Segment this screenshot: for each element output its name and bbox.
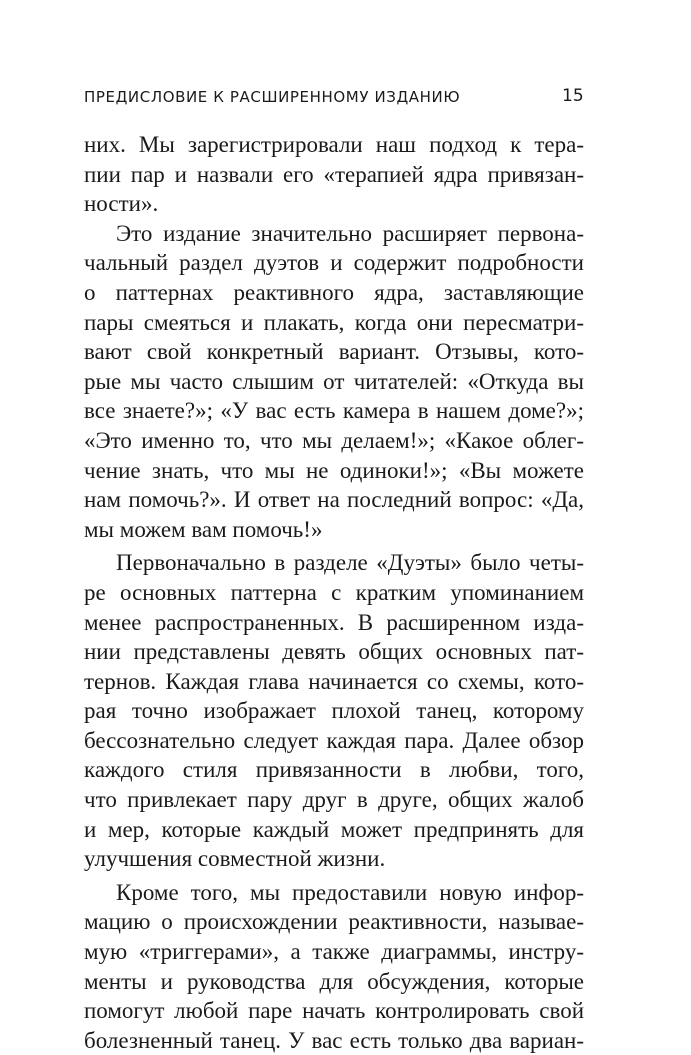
text-line: рые мы часто слышим от читателей: «Откуда вы xyxy=(84,368,584,394)
text-line: «Это именно то, что мы делаем!»; «Какое облег- xyxy=(84,427,584,453)
text-line: каждого стиля привязанности в любви, того, xyxy=(84,757,584,783)
text-line: Первоначально в разделе «Дуэты» было четы- xyxy=(116,550,584,576)
text-line: пии пар и назвали его «терапией ядра привязан- xyxy=(84,161,584,187)
text-line: и мер, которые каждый может предпринять для xyxy=(84,816,584,842)
body-text xyxy=(84,130,584,1055)
text-line: тернов. Каждая глава начинается со схемы, кото- xyxy=(84,668,584,694)
text-line: чальный раздел дуэтов и содержит подробности xyxy=(84,250,584,276)
text-line: болезненный танец. У вас есть только два вариан- xyxy=(84,1027,584,1053)
text-line: Кроме того, мы предоставили новую инфор- xyxy=(116,879,584,905)
running-head: ПРЕДИСЛОВИЕ К РАСШИРЕННОМУ ИЗДАНИЮ xyxy=(84,88,461,106)
text-line: вают свой конкретный вариант. Отзывы, кото- xyxy=(84,339,584,365)
text-line: мую «триггерами», а также диаграммы, инстру- xyxy=(84,939,584,965)
text-line: улучшения совместной жизни. xyxy=(84,846,386,872)
text-line: нам помочь?». И ответ на последний вопрос: «Да, xyxy=(84,487,584,513)
text-line: Это издание значительно расширяет первона- xyxy=(116,220,584,246)
text-line: о паттернах реактивного ядра, заставляющие xyxy=(84,279,584,305)
text-line: ре основных паттерна с кратким упоминанием xyxy=(84,579,584,605)
text-line: менты и руководства для обсуждения, которые xyxy=(84,968,584,994)
text-line: помогут любой паре начать контролировать свой xyxy=(84,998,584,1024)
text-line: мацию о происхождении реактивности, называе- xyxy=(84,909,584,935)
text-line: рая точно изображает плохой танец, которому xyxy=(84,698,584,724)
text-line: мы можем вам помочь!» xyxy=(84,516,323,542)
text-line: нии представлены девять общих основных пат- xyxy=(84,639,584,665)
text-line: них. Мы зарегистрировали наш подход к тера- xyxy=(84,132,584,157)
text-line: чение знать, что мы не одиноки!»; «Вы можете xyxy=(84,457,584,483)
text-line: ности». xyxy=(84,191,159,217)
page-number: 15 xyxy=(562,86,584,106)
text-line: все знаете?»; «У вас есть камера в нашем доме?»; xyxy=(84,398,584,424)
text-line: что привлекает пару друг в друге, общих жалоб xyxy=(84,787,584,813)
text-line: пары смеяться и плакать, когда они пересматри- xyxy=(84,309,584,335)
text-line: менее распространенных. В расширенном изда- xyxy=(84,609,584,635)
text-line: бессознательно следует каждая пара. Далее обзор xyxy=(84,727,584,753)
